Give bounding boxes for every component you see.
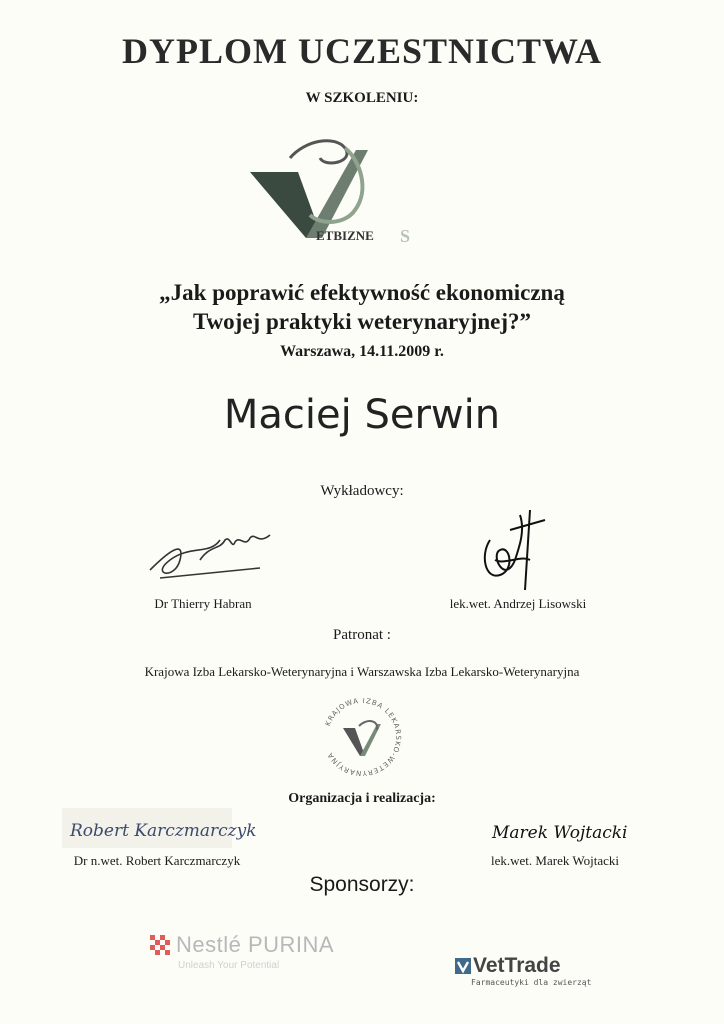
- vetbiznes-logo-icon: [250, 130, 450, 250]
- organization-heading: Organizacja i realizacja:: [288, 791, 436, 806]
- lecturer-name: lek.wet. Andrzej Lisowski: [449, 596, 587, 611]
- signature-wojtacki-icon: [488, 810, 658, 850]
- organizer-name: lek.wet. Marek Wojtacki: [491, 853, 619, 868]
- purina-logo: [150, 932, 370, 971]
- purina-checker-icon: [150, 935, 170, 955]
- purina-name: Nestlé PURINA: [176, 932, 335, 957]
- svg-text:KRAJOWA IZBA LEKARSKO-WETERYNA: [324, 697, 402, 777]
- vettrade-name: VetTrade: [473, 954, 561, 977]
- organizer-name: Dr n.wet. Robert Karczmarczyk: [73, 853, 241, 868]
- seal-text: KRAJOWA IZBA LEKARSKO-WETERYNARYJNA: [324, 696, 403, 778]
- sponsors-heading: Sponsorzy:: [309, 873, 415, 896]
- training-topic-line-1: „Jak poprawić efektywność ekonomiczną: [159, 280, 565, 305]
- training-topic-line-2: Twojej praktyki weterynaryjnej?”: [192, 309, 532, 334]
- patronage-heading: Patronat :: [333, 627, 391, 643]
- signature-habran-icon: [140, 520, 290, 590]
- diploma-title: DYPLOM UCZESTNICTWA: [121, 31, 603, 71]
- signature-karczmarczyk: [62, 808, 257, 848]
- signature-text: Marek Wojtacki: [492, 823, 628, 843]
- chamber-seal-logo-icon: [315, 690, 410, 785]
- lecturers-heading: Wykładowcy:: [320, 483, 404, 499]
- lecturer-name: Dr Thierry Habran: [154, 596, 252, 611]
- subtitle: W SZKOLENIU:: [305, 90, 419, 106]
- signature-lisowski-icon: [470, 500, 550, 595]
- purina-tagline: Unleash Your Potential: [178, 960, 280, 971]
- vettrade-v-icon: [455, 958, 471, 974]
- patronage-text: Krajowa Izba Lekarsko-Weterynaryjna i Warszawska Izba Lekarsko-Weterynaryjna: [144, 664, 580, 679]
- signature-text: Robert Karczmarczyk: [70, 821, 257, 841]
- logo-text-end: S: [400, 226, 411, 246]
- vettrade-logo: [455, 954, 655, 987]
- signature-karczmarczyk-icon: [62, 808, 257, 848]
- logo-text: ETBIZNE: [316, 228, 374, 243]
- vettrade-tagline: Farmaceutyki dla zwierząt: [471, 978, 592, 987]
- place-date: Warszawa, 14.11.2009 r.: [280, 343, 444, 360]
- participant-name: Maciej Serwin: [223, 392, 501, 438]
